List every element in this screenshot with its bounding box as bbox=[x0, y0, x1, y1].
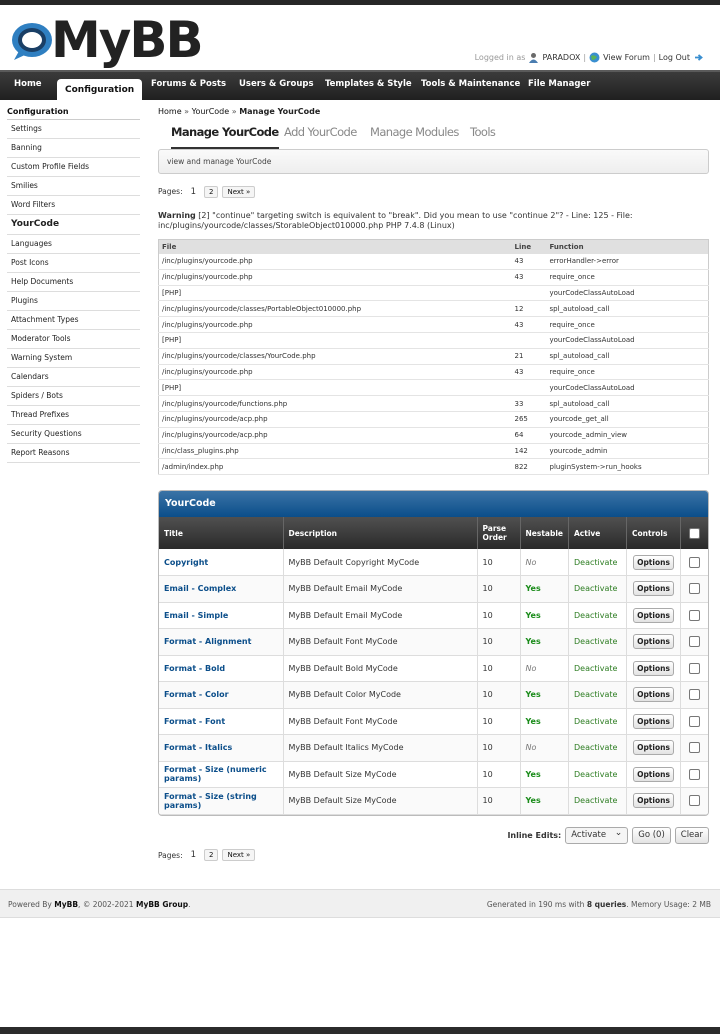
page-2-link[interactable]: 2 bbox=[204, 849, 218, 861]
sidebar-item-security-questions[interactable]: Security Questions bbox=[7, 425, 140, 444]
debug-cell-line: 43 bbox=[512, 269, 547, 285]
username-link[interactable]: PARADOX bbox=[542, 53, 581, 62]
options-button[interactable]: Options bbox=[633, 555, 674, 570]
yourcode-title-link[interactable]: Format - Bold bbox=[159, 655, 283, 682]
yourcode-controls bbox=[627, 788, 681, 815]
sidebar-item-moderator-tools[interactable]: Moderator Tools bbox=[7, 330, 140, 349]
yourcode-table bbox=[159, 517, 708, 815]
breadcrumb-sep: » bbox=[184, 107, 190, 116]
sidebar-item-yourcode[interactable]: YourCode bbox=[7, 215, 140, 235]
sidebar bbox=[7, 103, 140, 463]
yourcode-title-link[interactable]: Format - Alignment bbox=[159, 629, 283, 656]
debug-row bbox=[159, 411, 709, 427]
row-select-checkbox[interactable] bbox=[689, 583, 700, 594]
yourcode-parse-order: 10 bbox=[477, 629, 520, 656]
row-select-cell bbox=[681, 576, 709, 603]
options-button[interactable]: Options bbox=[633, 661, 674, 676]
logged-in-label: Logged in as bbox=[474, 53, 526, 62]
yourcode-description: MyBB Default Color MyCode bbox=[283, 682, 477, 709]
debug-cell-file: /inc/plugins/yourcode/acp.php bbox=[159, 411, 512, 427]
col-active: Active bbox=[569, 517, 627, 549]
options-button[interactable]: Options bbox=[633, 581, 674, 596]
breadcrumb-current: Manage YourCode bbox=[239, 107, 321, 116]
yourcode-description: MyBB Default Size MyCode bbox=[283, 788, 477, 815]
debug-cell-file: [PHP] bbox=[159, 285, 512, 301]
debug-row bbox=[159, 348, 709, 364]
pagination-bottom bbox=[158, 848, 709, 863]
col-controls: Controls bbox=[627, 517, 681, 549]
options-button[interactable]: Options bbox=[633, 740, 674, 755]
yourcode-nestable: No bbox=[520, 549, 569, 576]
row-select-checkbox[interactable] bbox=[689, 557, 700, 568]
sidebar-item-attachment-types[interactable]: Attachment Types bbox=[7, 311, 140, 330]
yourcode-nestable: No bbox=[520, 655, 569, 682]
mybb-group-link[interactable]: MyBB Group bbox=[135, 900, 189, 909]
debug-row bbox=[159, 459, 709, 475]
row-select-cell bbox=[681, 761, 709, 788]
yourcode-parse-order: 10 bbox=[477, 788, 520, 815]
debug-cell-fn: require_once bbox=[547, 364, 709, 380]
next-page-link[interactable]: Next » bbox=[222, 849, 255, 861]
debug-row bbox=[159, 301, 709, 317]
warning-label: Warning bbox=[158, 211, 196, 220]
bottom-bar bbox=[0, 1027, 720, 1034]
deactivate-link[interactable]: Deactivate bbox=[569, 629, 627, 656]
debug-cell-line bbox=[512, 285, 547, 301]
tab-tools[interactable]: Tools bbox=[470, 125, 496, 139]
breadcrumb bbox=[158, 103, 709, 120]
yourcode-header-row bbox=[159, 517, 708, 549]
row-select-cell bbox=[681, 602, 709, 629]
main-nav bbox=[0, 70, 720, 100]
yourcode-parse-order: 10 bbox=[477, 549, 520, 576]
yourcode-row bbox=[159, 788, 708, 815]
footer-powered bbox=[8, 900, 191, 909]
sidebar-item-report-reasons[interactable]: Report Reasons bbox=[7, 444, 140, 463]
nav-tab-file-manager[interactable]: File Manager bbox=[528, 79, 591, 89]
sidebar-item-custom-profile-fields[interactable]: Custom Profile Fields bbox=[7, 158, 140, 177]
separator: | bbox=[652, 53, 656, 62]
tab-manage-yourcode[interactable]: Manage YourCode bbox=[171, 125, 279, 149]
footer bbox=[0, 889, 720, 918]
deactivate-link[interactable]: Deactivate bbox=[569, 602, 627, 629]
tab-description: view and manage YourCode bbox=[158, 149, 709, 174]
logo-text: MyBB bbox=[51, 11, 202, 69]
yourcode-row bbox=[159, 549, 708, 576]
debug-cell-line: 822 bbox=[512, 459, 547, 475]
debug-cell-file: /inc/plugins/yourcode/classes/YourCode.php bbox=[159, 348, 512, 364]
view-forum-link[interactable]: View Forum bbox=[603, 53, 650, 62]
memory-text: . Memory Usage: 2 MB bbox=[626, 900, 711, 909]
row-select-checkbox[interactable] bbox=[689, 716, 700, 727]
sidebar-item-smilies[interactable]: Smilies bbox=[7, 177, 140, 196]
debug-cell-file: /inc/plugins/yourcode/acp.php bbox=[159, 427, 512, 443]
yourcode-controls bbox=[627, 682, 681, 709]
row-select-checkbox[interactable] bbox=[689, 795, 700, 806]
page-current: 1 bbox=[190, 186, 197, 197]
debug-cell-fn: yourcode_get_all bbox=[547, 411, 709, 427]
debug-header-function: Function bbox=[547, 240, 709, 254]
row-select-cell bbox=[681, 629, 709, 656]
debug-row bbox=[159, 443, 709, 459]
deactivate-link[interactable]: Deactivate bbox=[569, 682, 627, 709]
mybb-link[interactable]: MyBB bbox=[54, 900, 79, 909]
sidebar-item-thread-prefixes[interactable]: Thread Prefixes bbox=[7, 406, 140, 425]
clear-button[interactable]: Clear bbox=[675, 827, 709, 844]
debug-cell-line: 21 bbox=[512, 348, 547, 364]
debug-row bbox=[159, 380, 709, 396]
log-out-link[interactable]: Log Out bbox=[658, 53, 690, 62]
yourcode-description: MyBB Default Email MyCode bbox=[283, 602, 477, 629]
debug-cell-fn: spl_autoload_call bbox=[547, 301, 709, 317]
yourcode-parse-order: 10 bbox=[477, 602, 520, 629]
yourcode-row bbox=[159, 761, 708, 788]
yourcode-title-link[interactable]: Format - Size (string params) bbox=[159, 788, 283, 815]
options-button[interactable]: Options bbox=[633, 608, 674, 623]
sidebar-item-calendars[interactable]: Calendars bbox=[7, 368, 140, 387]
nav-tab-home[interactable]: Home bbox=[14, 79, 42, 89]
yourcode-parse-order: 10 bbox=[477, 682, 520, 709]
page-current: 1 bbox=[190, 850, 197, 861]
yourcode-description: MyBB Default Email MyCode bbox=[283, 576, 477, 603]
yourcode-row bbox=[159, 682, 708, 709]
debug-cell-fn: yourcode_admin bbox=[547, 443, 709, 459]
options-button[interactable]: Options bbox=[633, 767, 674, 782]
row-select-checkbox[interactable] bbox=[689, 769, 700, 780]
yourcode-title-link[interactable]: Format - Italics bbox=[159, 735, 283, 762]
yourcode-title-link[interactable]: Format - Size (numeric params) bbox=[159, 761, 283, 788]
queries-link[interactable]: 8 queries bbox=[586, 900, 627, 909]
tab-add-yourcode[interactable]: Add YourCode bbox=[284, 125, 357, 139]
debug-cell-line: 43 bbox=[512, 317, 547, 333]
sidebar-title: Configuration bbox=[7, 103, 140, 120]
yourcode-description: MyBB Default Font MyCode bbox=[283, 629, 477, 656]
debug-cell-line: 265 bbox=[512, 411, 547, 427]
yourcode-title-link[interactable]: Email - Complex bbox=[159, 576, 283, 603]
debug-row bbox=[159, 427, 709, 443]
debug-row bbox=[159, 317, 709, 333]
yourcode-nestable: Yes bbox=[520, 629, 569, 656]
debug-cell-file: /inc/class_plugins.php bbox=[159, 443, 512, 459]
yourcode-parse-order: 10 bbox=[477, 576, 520, 603]
logout-arrow-icon bbox=[693, 52, 704, 63]
debug-cell-line: 43 bbox=[512, 254, 547, 270]
page-2-link[interactable]: 2 bbox=[204, 186, 218, 198]
yourcode-nestable: Yes bbox=[520, 602, 569, 629]
sub-tabs bbox=[158, 125, 709, 149]
options-button[interactable]: Options bbox=[633, 793, 674, 808]
row-select-cell bbox=[681, 788, 709, 815]
debug-cell-fn: pluginSystem->run_hooks bbox=[547, 459, 709, 475]
yourcode-title-link[interactable]: Format - Font bbox=[159, 708, 283, 735]
yourcode-parse-order: 10 bbox=[477, 735, 520, 762]
yourcode-nestable: Yes bbox=[520, 761, 569, 788]
next-page-link[interactable]: Next » bbox=[222, 186, 255, 198]
header bbox=[0, 5, 720, 70]
yourcode-parse-order: 10 bbox=[477, 655, 520, 682]
col-description: Description bbox=[283, 517, 477, 549]
debug-cell-fn: yourCodeClassAutoLoad bbox=[547, 380, 709, 396]
breadcrumb-yourcode[interactable]: YourCode bbox=[191, 107, 230, 116]
row-select-checkbox[interactable] bbox=[689, 610, 700, 621]
row-select-cell bbox=[681, 549, 709, 576]
yourcode-description: MyBB Default Italics MyCode bbox=[283, 735, 477, 762]
yourcode-title-link[interactable]: Email - Simple bbox=[159, 602, 283, 629]
yourcode-controls bbox=[627, 602, 681, 629]
yourcode-title-link[interactable]: Format - Color bbox=[159, 682, 283, 709]
yourcode-controls bbox=[627, 629, 681, 656]
sidebar-item-settings[interactable]: Settings bbox=[7, 120, 140, 139]
debug-cell-line bbox=[512, 380, 547, 396]
yourcode-row bbox=[159, 708, 708, 735]
debug-row bbox=[159, 332, 709, 348]
debug-cell-file: [PHP] bbox=[159, 380, 512, 396]
debug-cell-line: 142 bbox=[512, 443, 547, 459]
row-select-checkbox[interactable] bbox=[689, 742, 700, 753]
row-select-cell bbox=[681, 655, 709, 682]
yourcode-nestable: Yes bbox=[520, 708, 569, 735]
tab-manage-modules[interactable]: Manage Modules bbox=[370, 125, 459, 139]
yourcode-controls bbox=[627, 655, 681, 682]
inline-edit-bar bbox=[158, 827, 709, 844]
footer-stats bbox=[487, 900, 711, 909]
globe-icon bbox=[589, 52, 600, 63]
deactivate-link[interactable]: Deactivate bbox=[569, 708, 627, 735]
select-all-checkbox[interactable] bbox=[689, 528, 700, 539]
yourcode-row bbox=[159, 655, 708, 682]
yourcode-panel bbox=[158, 490, 709, 816]
nav-tab-users-groups[interactable]: Users & Groups bbox=[239, 79, 314, 89]
debug-cell-fn: yourcode_admin_view bbox=[547, 427, 709, 443]
php-warning bbox=[158, 211, 709, 231]
warning-text: [2] "continue" targeting switch is equivalent to "break". Did you mean to use "continue 2"? - Line: 125 - File: inc/plugins/yourcode/classes/StorableObject010000.php PHP 7.4.8 (Linux) bbox=[158, 211, 633, 230]
debug-cell-fn: yourCodeClassAutoLoad bbox=[547, 285, 709, 301]
debug-backtrace-table bbox=[158, 239, 709, 475]
yourcode-row bbox=[159, 602, 708, 629]
col-parse-order: Parse Order bbox=[477, 517, 520, 549]
pagination-top bbox=[158, 184, 709, 199]
debug-row bbox=[159, 269, 709, 285]
debug-cell-line: 64 bbox=[512, 427, 547, 443]
yourcode-description: MyBB Default Font MyCode bbox=[283, 708, 477, 735]
nav-tab-templates-style[interactable]: Templates & Style bbox=[325, 79, 412, 89]
debug-cell-fn: require_once bbox=[547, 269, 709, 285]
yourcode-row bbox=[159, 576, 708, 603]
debug-row bbox=[159, 396, 709, 412]
row-select-checkbox[interactable] bbox=[689, 663, 700, 674]
yourcode-controls bbox=[627, 735, 681, 762]
go-button[interactable]: Go (0) bbox=[632, 827, 671, 844]
copyright-text: , © 2002-2021 bbox=[78, 900, 134, 909]
debug-cell-file: /inc/plugins/yourcode.php bbox=[159, 317, 512, 333]
generated-text: Generated in 190 ms with bbox=[486, 900, 585, 909]
debug-cell-fn: spl_autoload_call bbox=[547, 396, 709, 412]
deactivate-link[interactable]: Deactivate bbox=[569, 655, 627, 682]
footer-dot: . bbox=[188, 900, 191, 909]
yourcode-row bbox=[159, 629, 708, 656]
nav-tab-configuration[interactable]: Configuration bbox=[57, 79, 142, 102]
main-content bbox=[158, 103, 709, 863]
yourcode-nestable: No bbox=[520, 735, 569, 762]
sidebar-item-banning[interactable]: Banning bbox=[7, 139, 140, 158]
mybb-logo[interactable] bbox=[11, 11, 202, 69]
debug-cell-file: /inc/plugins/yourcode.php bbox=[159, 254, 512, 270]
debug-row bbox=[159, 364, 709, 380]
debug-cell-file: /inc/plugins/yourcode/functions.php bbox=[159, 396, 512, 412]
separator: | bbox=[583, 53, 587, 62]
inline-edit-select[interactable]: Activate ⌄ bbox=[565, 827, 628, 844]
debug-cell-file: /inc/plugins/yourcode.php bbox=[159, 269, 512, 285]
yourcode-description: MyBB Default Copyright MyCode bbox=[283, 549, 477, 576]
debug-header-file: File bbox=[159, 240, 512, 254]
sidebar-item-spiders-bots[interactable]: Spiders / Bots bbox=[7, 387, 140, 406]
options-button[interactable]: Options bbox=[633, 634, 674, 649]
debug-cell-fn: require_once bbox=[547, 317, 709, 333]
debug-cell-file: /admin/index.php bbox=[159, 459, 512, 475]
row-select-cell bbox=[681, 708, 709, 735]
yourcode-row bbox=[159, 735, 708, 762]
col-title: Title bbox=[159, 517, 283, 549]
debug-cell-line: 43 bbox=[512, 364, 547, 380]
yourcode-description: MyBB Default Bold MyCode bbox=[283, 655, 477, 682]
yourcode-title-link[interactable]: Copyright bbox=[159, 549, 283, 576]
breadcrumb-sep: » bbox=[231, 107, 237, 116]
col-nestable: Nestable bbox=[520, 517, 569, 549]
deactivate-link[interactable]: Deactivate bbox=[569, 735, 627, 762]
debug-cell-line: 12 bbox=[512, 301, 547, 317]
debug-header-row bbox=[159, 240, 709, 254]
deactivate-link[interactable]: Deactivate bbox=[569, 549, 627, 576]
row-select-cell bbox=[681, 682, 709, 709]
yourcode-controls bbox=[627, 549, 681, 576]
deactivate-link[interactable]: Deactivate bbox=[569, 761, 627, 788]
options-button[interactable]: Options bbox=[633, 687, 674, 702]
row-select-checkbox[interactable] bbox=[689, 636, 700, 647]
yourcode-controls bbox=[627, 576, 681, 603]
debug-cell-line: 33 bbox=[512, 396, 547, 412]
inline-edit-label: Inline Edits: bbox=[507, 830, 562, 840]
debug-row bbox=[159, 254, 709, 270]
yourcode-nestable: Yes bbox=[520, 576, 569, 603]
debug-cell-file: [PHP] bbox=[159, 332, 512, 348]
user-links bbox=[475, 52, 704, 63]
col-select-all bbox=[681, 517, 709, 549]
yourcode-controls bbox=[627, 761, 681, 788]
debug-cell-fn: yourCodeClassAutoLoad bbox=[547, 332, 709, 348]
sidebar-item-word-filters[interactable]: Word Filters bbox=[7, 196, 140, 215]
debug-header-line: Line bbox=[512, 240, 547, 254]
debug-cell-file: /inc/plugins/yourcode/classes/PortableObject010000.php bbox=[159, 301, 512, 317]
yourcode-nestable: Yes bbox=[520, 788, 569, 815]
nav-tab-tools-maintenance[interactable]: Tools & Maintenance bbox=[421, 79, 521, 89]
deactivate-link[interactable]: Deactivate bbox=[569, 788, 627, 815]
powered-by-text: Powered By bbox=[8, 900, 52, 909]
debug-cell-file: /inc/plugins/yourcode.php bbox=[159, 364, 512, 380]
yourcode-parse-order: 10 bbox=[477, 708, 520, 735]
sidebar-item-help-documents[interactable]: Help Documents bbox=[7, 273, 140, 292]
sidebar-item-warning-system[interactable]: Warning System bbox=[7, 349, 140, 368]
pages-label: Pages: bbox=[158, 850, 183, 860]
deactivate-link[interactable]: Deactivate bbox=[569, 576, 627, 603]
debug-cell-line bbox=[512, 332, 547, 348]
nav-tab-forums-posts[interactable]: Forums & Posts bbox=[151, 79, 227, 89]
yourcode-nestable: Yes bbox=[520, 682, 569, 709]
row-select-checkbox[interactable] bbox=[689, 689, 700, 700]
yourcode-description: MyBB Default Size MyCode bbox=[283, 761, 477, 788]
user-icon bbox=[528, 52, 539, 63]
debug-cell-fn: errorHandler->error bbox=[547, 254, 709, 270]
breadcrumb-home[interactable]: Home bbox=[158, 107, 182, 116]
debug-cell-fn: spl_autoload_call bbox=[547, 348, 709, 364]
pages-label: Pages: bbox=[158, 187, 183, 196]
yourcode-controls bbox=[627, 708, 681, 735]
debug-row bbox=[159, 285, 709, 301]
sidebar-item-post-icons[interactable]: Post Icons bbox=[7, 254, 140, 273]
sidebar-item-plugins[interactable]: Plugins bbox=[7, 292, 140, 311]
yourcode-parse-order: 10 bbox=[477, 761, 520, 788]
yourcode-panel-title: YourCode bbox=[159, 491, 708, 517]
row-select-cell bbox=[681, 735, 709, 762]
options-button[interactable]: Options bbox=[633, 714, 674, 729]
sidebar-item-languages[interactable]: Languages bbox=[7, 235, 140, 254]
